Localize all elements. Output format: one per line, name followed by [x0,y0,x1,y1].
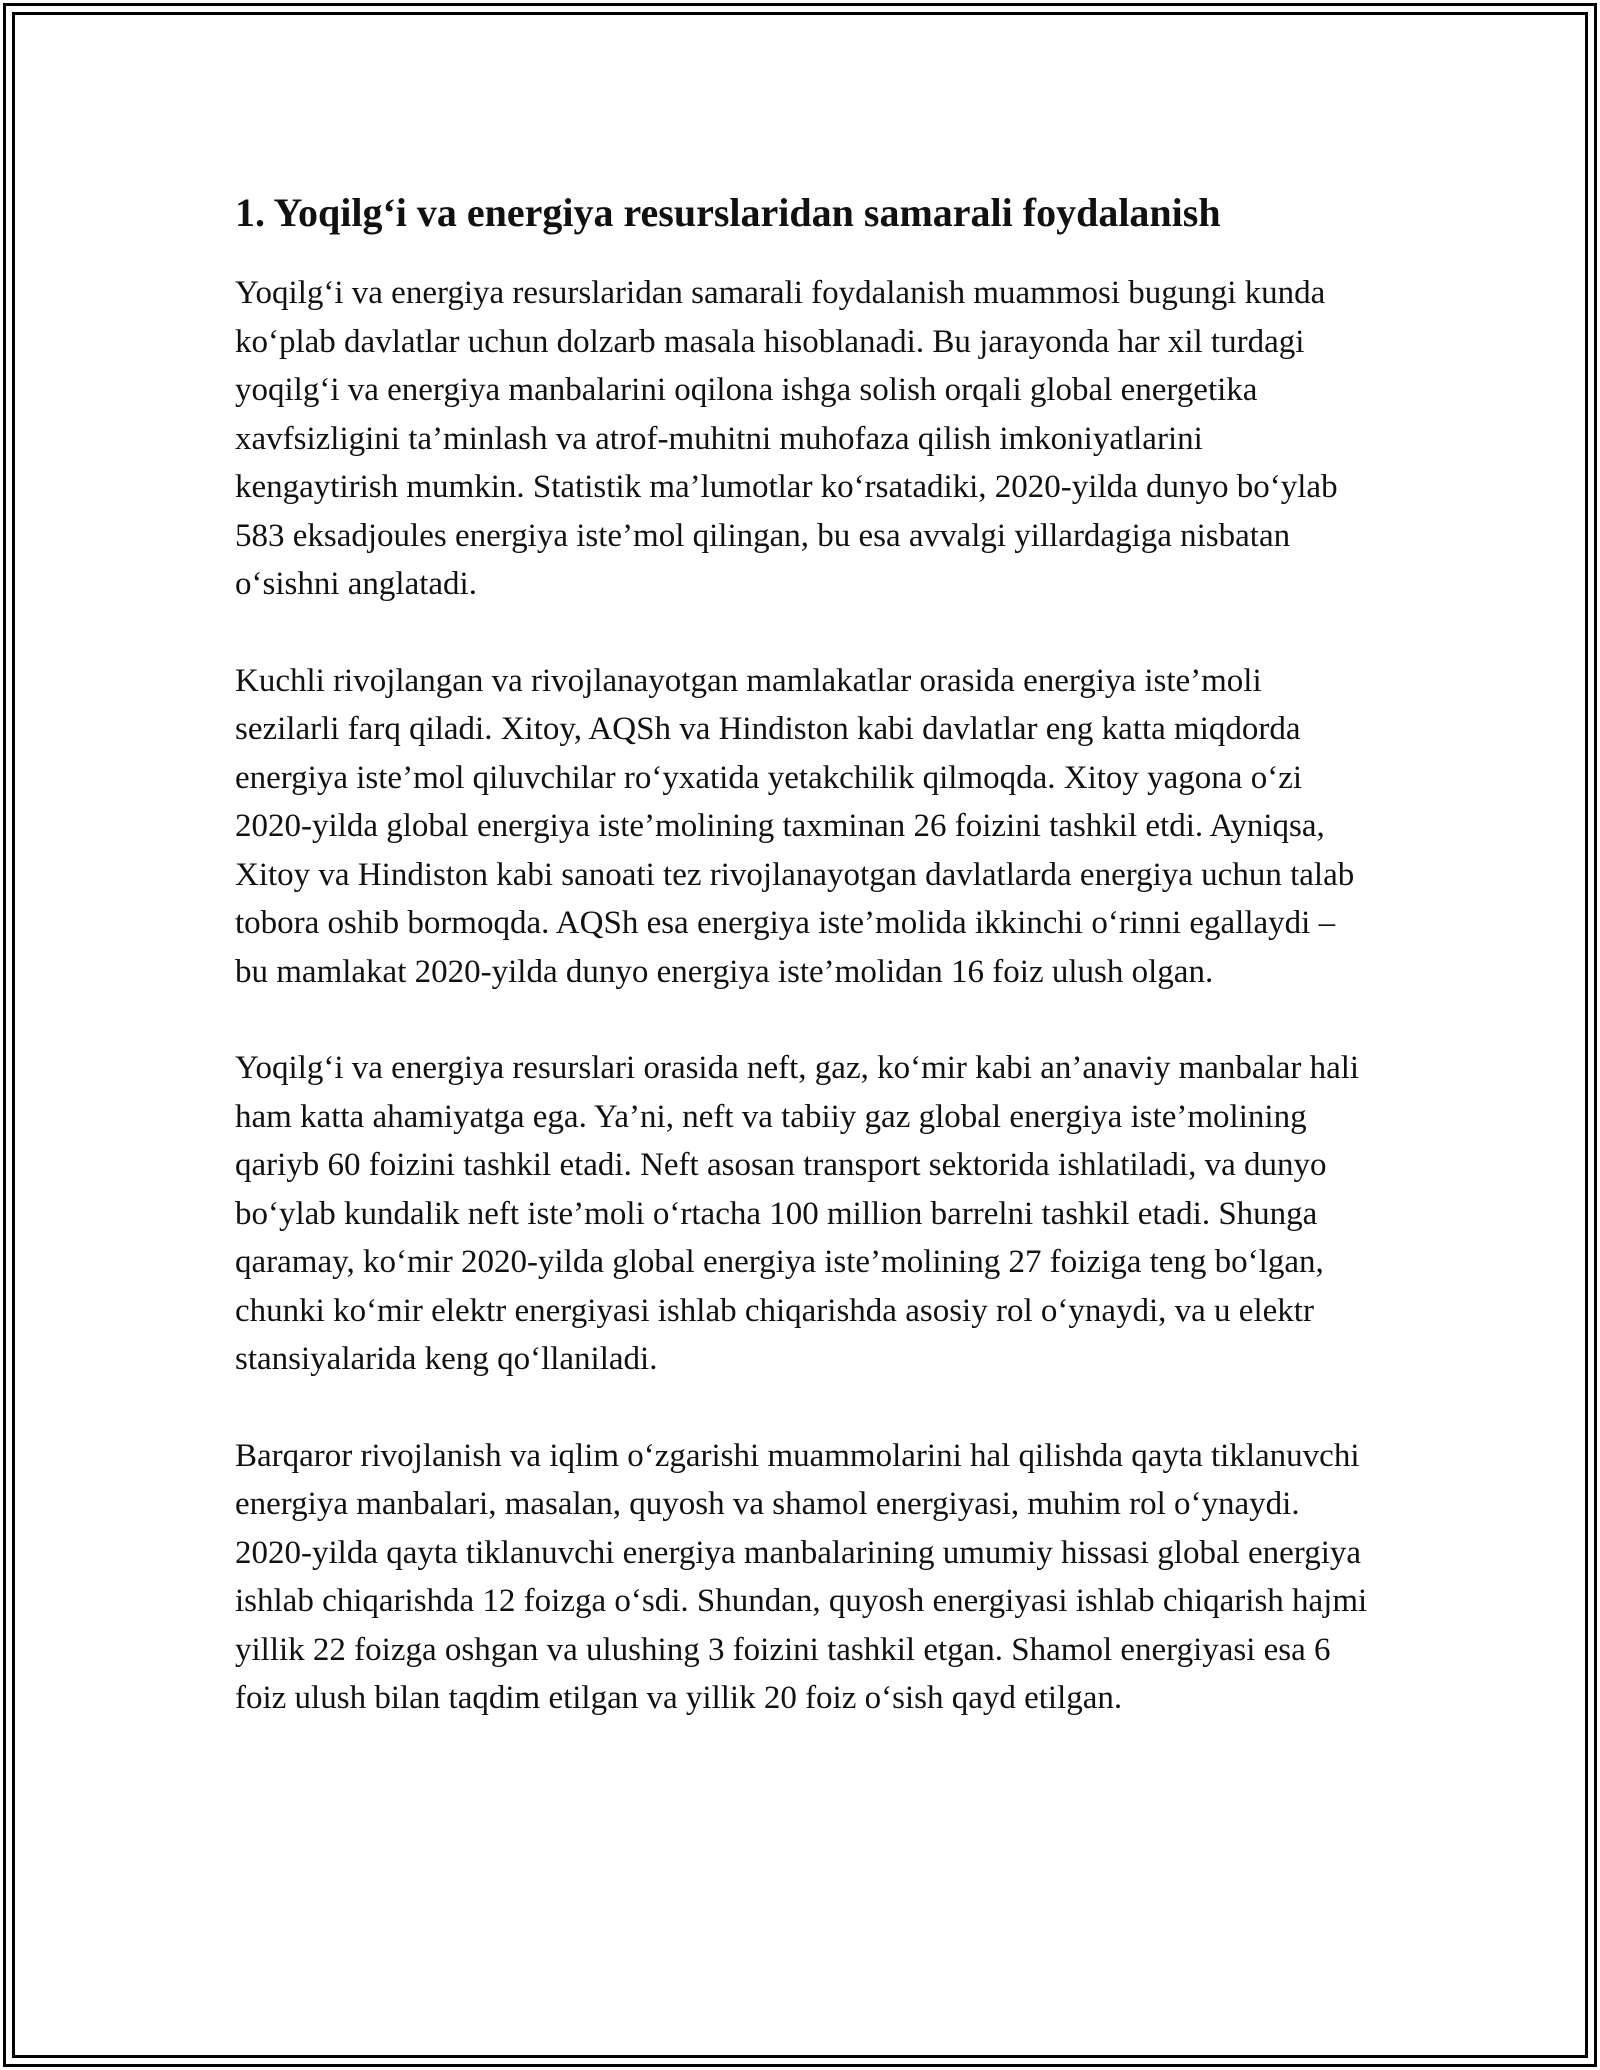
paragraph-1: Yoqilg‘i va energiya resurslaridan samarali foydalanish muammosi bugungi kunda ko‘plab davlatlar uchun dolzarb masala hisoblanadi. Bu jarayonda har xil turdagi yoqilg‘i va energiya manbalarini oqilona ishga solish orqali global energetika xavfsizligini ta’minlash va atrof-muhitni muhofaza qilish imkoniyatlarini kengaytirish mumkin. Statistik ma’lumotlar ko‘rsatadiki, 2020-yilda dunyo bo‘ylab 583 eksadjoules energiya iste’mol qilingan, bu esa avvalgi yillardagiga nisbatan o‘sishni anglatadi. [235,275,1338,602]
section-title: 1. Yoqilg‘i va energiya resurslaridan samarali foydalanish [235,190,1221,235]
paragraph-3: Yoqilg‘i va energiya resurslari orasida neft, gaz, ko‘mir kabi an’anaviy manbalar hali ham katta ahamiyatga ega. Ya’ni, neft va tabiiy gaz global energiya iste’molining qariyb 60 foizini tashkil etadi. Neft asosan transport sektorida ishlatiladi, va dunyo bo‘ylab kundalik neft iste’moli o‘rtacha 100 million barrelni tashkil etadi. Shunga qaramay, ko‘mir 2020-yilda global energiya iste’molining 27 foiziga teng bo‘lgan, chunki ko‘mir elektr energiyasi ishlab chiqarishda asosiy rol o‘ynaydi, va u elektr stansiyalarida keng qo‘llaniladi. [235,1050,1360,1377]
paragraph-2: Kuchli rivojlangan va rivojlanayotgan mamlakatlar orasida energiya iste’moli sezilarli farq qiladi. Xitoy, AQSh va Hindiston kabi davlatlar eng katta miqdorda energiya iste’mol qiluvchilar ro‘yxatida yetakchilik qilmoqda. Xitoy yagona o‘zi 2020-yilda global energiya iste’molining taxminan 26 foizini tashkil etdi. Ayniqsa, Xitoy va Hindiston kabi sanoati tez rivojlanayotgan davlatlarda energiya uchun talab tobora oshib bormoqda. AQSh esa energiya iste’molida ikkinchi o‘rinni egallaydi – bu mamlakat 2020-yilda dunyo energiya iste’molidan 16 foiz ulush olgan. [235,662,1355,990]
paragraph-4: Barqaror rivojlanish va iqlim o‘zgarishi muammolarini hal qilishda qayta tiklanuvchi energiya manbalari, masalan, quyosh va shamol energiyasi, muhim rol o‘ynaydi. 2020-yilda qayta tiklanuvchi energiya manbalarining umumiy hissasi global energiya ishlab chiqarishda 12 foizga o‘sdi. Shundan, quyosh energiyasi ishlab chiqarish hajmi yillik 22 foizga oshgan va ulushing 3 foizini tashkil etgan. Shamol energiyasi esa 6 foiz ulush bilan taqdim etilgan va yillik 20 foiz o‘sish qayd etilgan. [235,1437,1368,1716]
document-body [235,185,1370,1723]
